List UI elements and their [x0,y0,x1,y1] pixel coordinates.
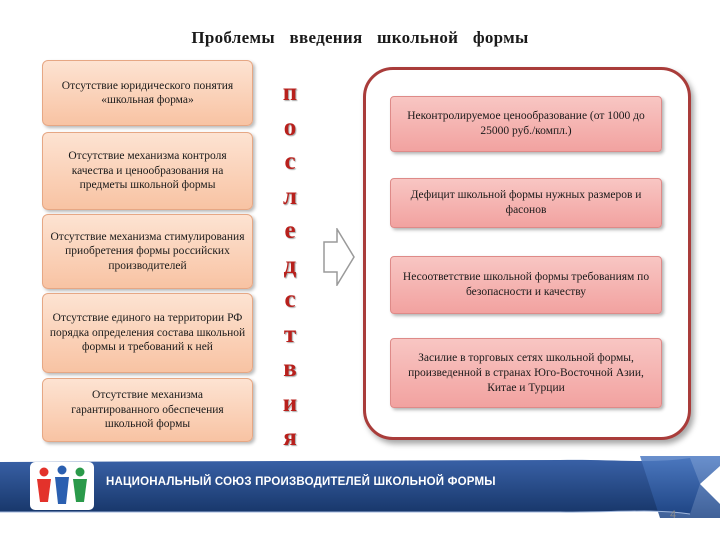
problem-box-unified-order: Отсутствие единого на территории РФ порядка определения состава школьной формы и требований к ней [42,293,253,373]
vertical-letter: и [282,389,298,417]
page-number: 4 [670,509,677,521]
vertical-letter: о [283,113,297,141]
vertical-letter: л [282,182,298,210]
problem-box-stimulation: Отсутствие механизма стимулирования приобретения формы российских производителей [42,214,253,289]
vertical-letter: п [282,79,298,106]
right-arrow-icon [323,228,355,286]
vertical-letter: в [283,355,297,382]
slide-title: Проблемы введения школьной формы [191,28,529,47]
vertical-letter: д [283,251,297,279]
organization-name: НАЦИОНАЛЬНЫЙ СОЮЗ ПРОИЗВОДИТЕЛЕЙ ШКОЛЬНОЙ ФОРМЫ [106,476,496,488]
vertical-letter: с [284,286,296,313]
consequence-box-pricing: Неконтролируемое ценообразование (от 1000 до 25000 руб./компл.) [390,96,662,152]
vertical-letter: т [283,320,297,348]
people-figures-logo-icon [30,462,94,510]
vertical-letter: е [284,217,296,244]
consequence-box-imports: Засилие в торговых сетях школьной формы, произведенной в странах Юго-Восточной Азии, Китае и Турции [390,338,662,408]
vertical-letter: с [284,148,296,175]
consequence-box-size-deficit: Дефицит школьной формы нужных размеров и фасонов [390,178,662,228]
vertical-word-consequences [268,76,312,456]
problem-box-legal-definition: Отсутствие юридического понятия «школьная форма» [42,60,253,126]
consequence-box-safety: Несоответствие школьной формы требованиям по безопасности и качеству [390,256,662,314]
vertical-letter: я [283,424,297,451]
problem-box-guaranteed-supply: Отсутствие механизма гарантированного обеспечения школьной формы [42,378,253,442]
problem-box-quality-control: Отсутствие механизма контроля качества и ценообразования на предметы школьной формы [42,132,253,210]
